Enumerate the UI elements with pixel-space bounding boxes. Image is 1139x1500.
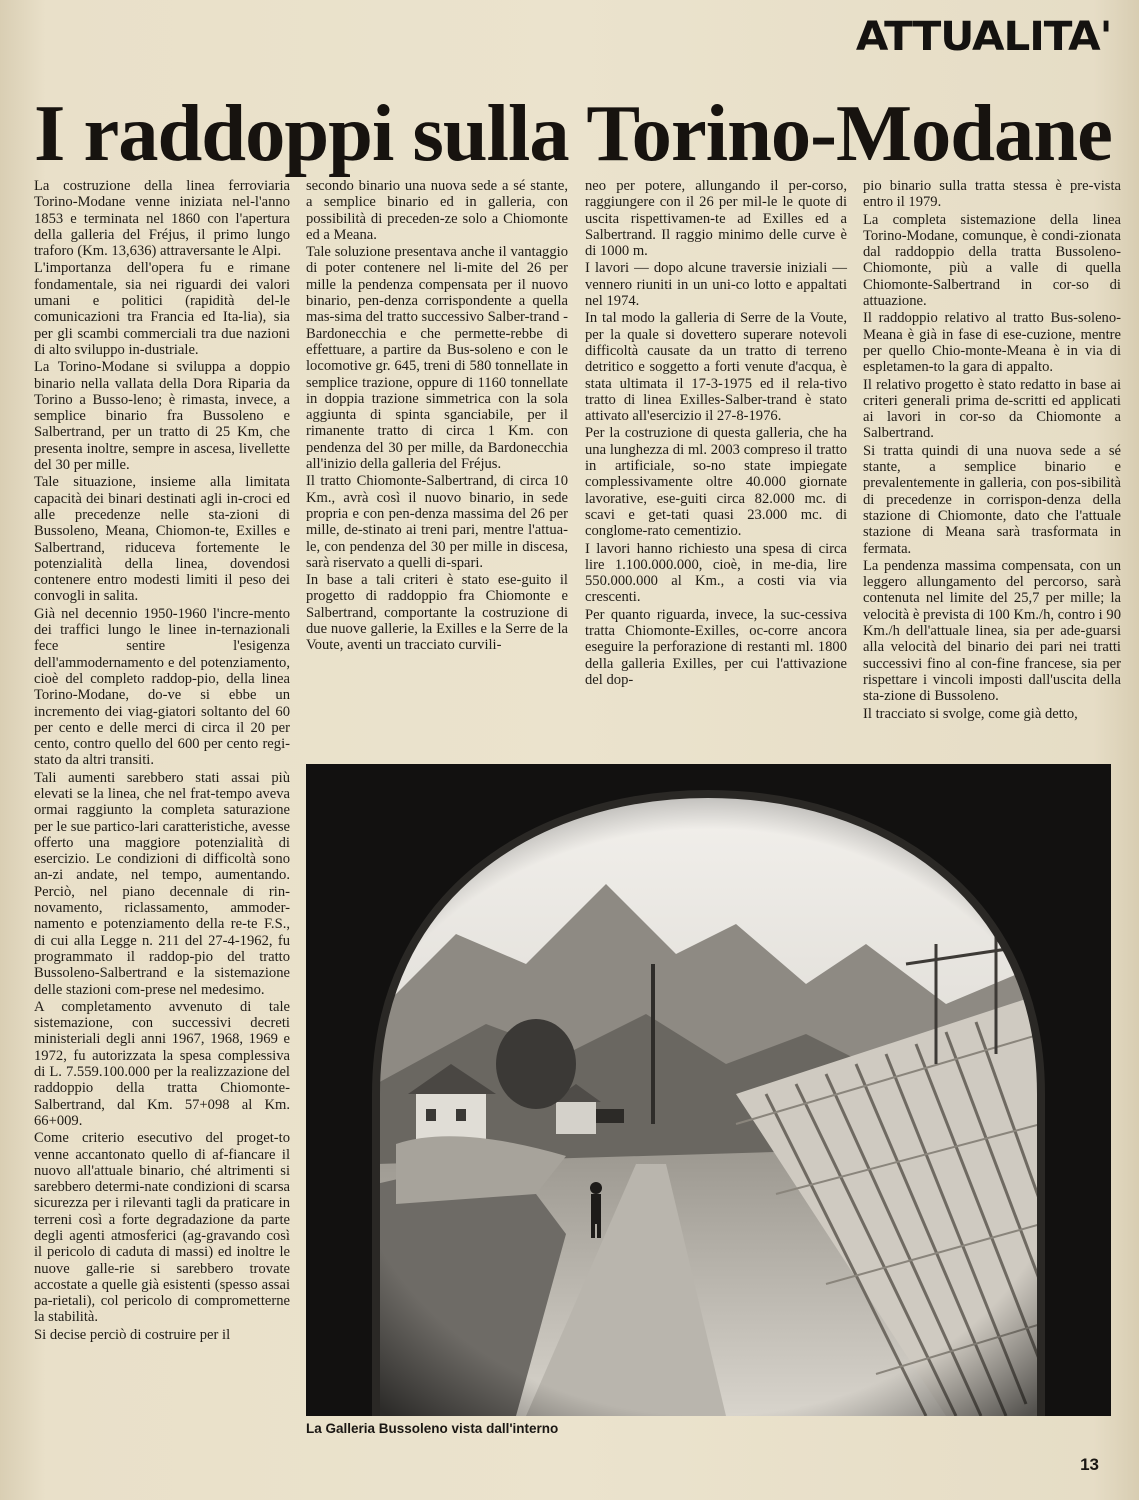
paragraph: secondo binario una nuova sede a sé stante, a semplice binario ed in galleria, con possibilità di preceden-ze solo a Chiomonte ed a Meana.: [306, 178, 568, 243]
paragraph: La completa sistemazione della linea Torino-Modane, comunque, è condi-zionata dal raddoppio della tratta Bussoleno-Chiomonte, più a valle di quella Chiomonte-Salbertrand in cor-so di attuazione.: [863, 211, 1121, 310]
paragraph: La costruzione della linea ferroviaria Torino-Modane venne iniziata nel-l'anno 1853 e terminata nel 1860 con l'apertura della galleria del Fréjus, il primo lungo traforo (Km. 13,636) attraversante le Alpi.: [34, 178, 290, 260]
paragraph: Si tratta quindi di una nuova sede a sé stante, a semplice binario e prevalentemente in galleria, con pos-sibilità di precedenze in corrispon-denza della stazione di Chiomonte, dato che l'attuale stazione di Meana sarà trasformata in fermata.: [863, 442, 1121, 557]
paragraph: I lavori — dopo alcune traversie iniziali — vennero riuniti in un uni-co lotto e appaltati nel 1974.: [585, 260, 847, 310]
paragraph: Il relativo progetto è stato redatto in base ai criteri generali prima de-scritti ed applicati ai lavori in cor-so da Chiomonte a Salbertrand.: [863, 376, 1121, 442]
paragraph: In base a tali criteri è stato ese-guito il progetto di raddoppio fra Chiomonte e Salbertrand, comportante la costruzione di due nuove gallerie, la Exilles e la Serre de la Voute, aventi un tracciato curvili-: [306, 572, 568, 654]
article-headline: I raddoppi sulla Torino-Modane: [34, 89, 1112, 178]
photo-caption: La Galleria Bussoleno vista dall'interno: [306, 1421, 559, 1436]
paragraph: A completamento avvenuto di tale sistemazione, con successivi decreti ministeriali degli anni 1967, 1968, 1969 e 1972, fu autorizzata la spesa complessiva di L. 7.559.100.000 per la realizzazione del raddoppio della tratta Chiomonte-Salbertrand, dal Km. 57+098 al Km. 66+009.: [34, 998, 290, 1129]
paragraph: I lavori hanno richiesto una spesa di circa lire 1.100.000.000, cioè, in me-dia, lire 550.000.000 al Km., a costi via via crescenti.: [585, 540, 847, 606]
paragraph: Tale situazione, insieme alla limitata capacità dei binari destinati agli in-croci ed alle precedenze nelle sta-zioni di Bussoleno, Meana, Chiomon-te, Exilles e Salbertrand, riduceva fortemente le potenzialità della linea, dovendosi contenere entro modesti limiti il peso dei convogli in salita.: [34, 474, 290, 605]
paragraph: Il raddoppio relativo al tratto Bus-soleno-Meana è già in fase di ese-cuzione, mentre per quello Chio-monte-Meana è in via di espletamen-to la gara di appalto.: [863, 310, 1121, 376]
paragraph: neo per potere, allungando il per-corso, raggiungere con il 26 per mil-le le quote di uscita rispettivamen-te ad Exilles ed a Salbertrand. Il raggio minimo delle curve è di 1000 m.: [585, 178, 847, 260]
paragraph: La pendenza massima compensata, con un leggero allungamento del percorso, sarà contenuta nel limite del 25,7 per mille; la velocità è prevista di 100 Km./h, contro i 90 Km./h dell'attuale linea, sia per ade-guarsi alla velocità del binario dei pari nei tratti successivi fino al con-fine francese, sia per rispettare i vincoli imposti dall'uscita della sta-zione di Bussoleno.: [863, 557, 1121, 705]
paragraph: L'importanza dell'opera fu e rimane fondamentale, sia nei riguardi dei valori umani e politici (rapidità del-le comunicazioni tra Francia ed Ita-lia), sia per gli scambi commerciali tra due nazioni di alto sviluppo in-dustriale.: [34, 260, 290, 358]
paragraph: Per quanto riguarda, invece, la suc-cessiva tratta Chiomonte-Exilles, oc-corre ancora eseguire la perforazione di restanti ml. 1800 della galleria Exilles, per cui l'attivazione del dop-: [585, 606, 847, 688]
tunnel-photo: [306, 764, 1111, 1416]
section-label: ATTUALITA': [855, 14, 1112, 60]
paragraph: Per la costruzione di questa galleria, che ha una lunghezza di ml. 2003 compreso il tratto in artificiale, so-no state impiegate complessivamente oltre 40.000 giornate lavorative, ese-guiti circa 82.000 mc. di scavi e get-tati quasi 23.000 mc. di conglome-rato cementizio.: [585, 425, 847, 540]
page-number: 13: [1080, 1455, 1099, 1474]
article-column-2: [306, 178, 568, 753]
paragraph: Il tratto Chiomonte-Salbertrand, di circa 10 Km., avrà così il nuovo binario, in sede propria e con pen-denza massima del 26 per mille, de-stinato ai treni pari, mentre l'attua-le, con pendenza del 30 per mille in discesa, sarà riservato a quelli di-spari.: [306, 473, 568, 571]
paragraph: Come criterio esecutivo del proget-to venne accantonato quello di af-fiancare il nuovo all'attuale binario, ché altrimenti si sarebbero determi-nate condizioni di scarsa sicurezza per i rilevanti tagli da praticare in terreni così a forte degradazione da parte degli agenti atmosferici (ag-gravando così il pericolo di caduta di massi) ed inoltre le nuove galle-rie si sarebbero trovate accostate a quelle già esistenti (spesso assai pa-rietali), col pericolo di comprometterne la stabilità.: [34, 1130, 290, 1326]
article-column-3: [585, 178, 847, 753]
article-column-1: [34, 178, 290, 1460]
paragraph: Già nel decennio 1950-1960 l'incre-mento dei traffici lungo le linee in-ternazionali fece sentire l'esigenza dell'ammodernamento e del potenziamento, cioè del completo raddop-pio, della linea Torino-Modane, do-ve si ebbe un incremento dei viag-giatori soltanto del 60 per cento e delle merci di circa il 20 per cento, contro quello del 600 per cento regi-stato da altri transiti.: [34, 605, 290, 769]
paragraph: Il tracciato si svolge, come già detto,: [863, 705, 1078, 722]
tunnel-photo-illustration: [306, 764, 1111, 1416]
article-column-4: [863, 178, 1121, 753]
paragraph: pio binario sulla tratta stessa è pre-vista entro il 1979.: [863, 178, 1121, 211]
paragraph: La Torino-Modane si sviluppa a doppio binario nella vallata della Dora Riparia da Torino a Busso-leno; è rimasta, invece, a semplice binario fra Bussoleno e Salbertrand, per un tratto di 25 Km, che presenta inoltre, sempre in ascesa, livellette del 30 per mille.: [34, 359, 290, 474]
paragraph: Tali aumenti sarebbero stati assai più elevati se la linea, che nel frat-tempo aveva ormai raggiunto la completa saturazione per le sue partico-lari caratteristiche, avesse offerto una maggiore potenzialità di esercizio. Le condizioni di difficoltà sono an-zi andate, nel tempo, aumentando. Perciò, nel piano decennale di rin-novamento, riclassamento, ammoder-namento e potenziamento della re-te F.S., di cui alla Legge n. 211 del 27-4-1962, fu programmato il raddop-pio del tratto Bussoleno-Salbertrand e la sistemazione delle stazioni com-prese nel medesimo.: [34, 769, 290, 998]
paragraph: Si decise perciò di costruire per il: [34, 1326, 231, 1343]
paragraph: Tale soluzione presentava anche il vantaggio di poter contenere nel li-mite del 26 per mille la pendenza compensata per il nuovo binario, pen-denza corrispondente a quella mas-sima del tratto successivo Salber-trand - Bardonecchia e che permette-rebbe di effettuare, a partire da Bus-soleno e con le locomotive gr. 645, treni di 580 tonnellate in semplice trazione, oppure di 1160 tonnellate in doppia trazione simmetrica con la sola aggiunta di spinta sganciabile, per il rimanente tratto di circa 1 Km. con pendenza del 30 per mille, da Bardonecchia all'inizio della galleria del Fréjus.: [306, 244, 568, 473]
paragraph: In tal modo la galleria di Serre de la Voute, per la quale si dovettero superare notevoli difficoltà causate da un tratto di terreno detritico e soggetto a forti venute d'acqua, è stata ultimata il 17-3-1975 ed il rela-tivo tratto di linea Exilles-Salber-trand è stato attivato all'esercizio il 27-8-1976.: [585, 310, 847, 425]
